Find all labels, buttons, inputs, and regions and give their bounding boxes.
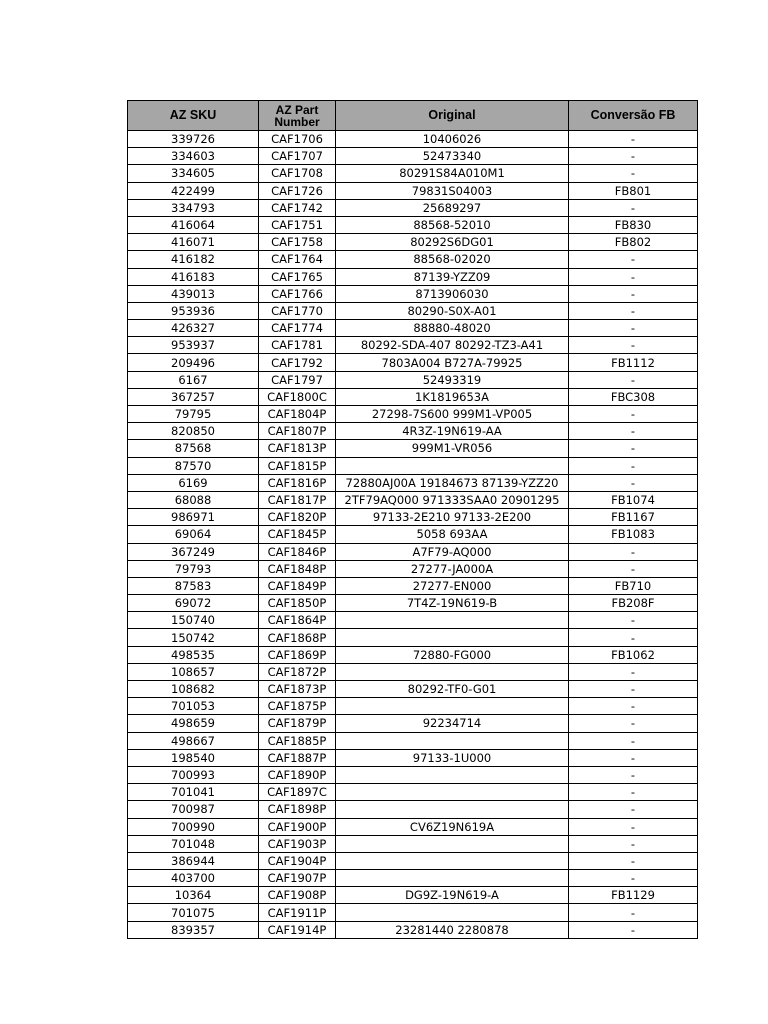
cell-az-sku: 68088 (128, 491, 259, 508)
cell-az-part-number: CAF1869P (259, 646, 336, 663)
cell-original: 10406026 (336, 131, 569, 148)
cell-az-sku: 87568 (128, 440, 259, 457)
cell-az-sku: 386944 (128, 852, 259, 869)
table-row (128, 612, 698, 629)
cell-az-part-number: CAF1765 (259, 268, 336, 285)
table-row (128, 148, 698, 165)
cell-conversao-fb: - (569, 302, 698, 319)
table-row (128, 766, 698, 783)
cell-original (336, 870, 569, 887)
cell-az-part-number: CAF1898P (259, 801, 336, 818)
cell-conversao-fb: FB208F (569, 595, 698, 612)
cell-conversao-fb: - (569, 835, 698, 852)
cell-original: 72880-FG000 (336, 646, 569, 663)
table-row (128, 457, 698, 474)
cell-conversao-fb: FB1167 (569, 509, 698, 526)
cell-conversao-fb: - (569, 474, 698, 491)
cell-conversao-fb: - (569, 732, 698, 749)
table-row (128, 234, 698, 251)
table-row (128, 354, 698, 371)
table-row (128, 320, 698, 337)
cell-az-sku: 416183 (128, 268, 259, 285)
table-row (128, 835, 698, 852)
cell-az-part-number: CAF1900P (259, 818, 336, 835)
cell-conversao-fb: - (569, 440, 698, 457)
cell-original (336, 784, 569, 801)
cell-az-sku: 79793 (128, 560, 259, 577)
table-row (128, 887, 698, 904)
cell-original: A7F79-AQ000 (336, 543, 569, 560)
table-row (128, 852, 698, 869)
cell-az-sku: 69064 (128, 526, 259, 543)
table-row (128, 337, 698, 354)
cell-az-part-number: CAF1890P (259, 766, 336, 783)
cell-az-sku: 334793 (128, 199, 259, 216)
cell-az-part-number: CAF1897C (259, 784, 336, 801)
cell-az-part-number: CAF1816P (259, 474, 336, 491)
cell-az-part-number: CAF1864P (259, 612, 336, 629)
cell-conversao-fb: FB801 (569, 182, 698, 199)
cell-az-part-number: CAF1885P (259, 732, 336, 749)
table-row (128, 801, 698, 818)
cell-az-sku: 986971 (128, 509, 259, 526)
cell-az-sku: 498535 (128, 646, 259, 663)
cell-az-sku: 416064 (128, 216, 259, 233)
cell-az-part-number: CAF1904P (259, 852, 336, 869)
table-row (128, 784, 698, 801)
table-row (128, 474, 698, 491)
cell-conversao-fb: FB710 (569, 577, 698, 594)
table-row (128, 371, 698, 388)
table-row (128, 818, 698, 835)
cell-original: 87139-YZZ09 (336, 268, 569, 285)
table-row (128, 440, 698, 457)
cell-original: 25689297 (336, 199, 569, 216)
table-row (128, 182, 698, 199)
cell-conversao-fb: - (569, 870, 698, 887)
cell-conversao-fb: - (569, 285, 698, 302)
cell-az-part-number: CAF1914P (259, 921, 336, 938)
cell-az-part-number: CAF1879P (259, 715, 336, 732)
cell-original: 80291S84A010M1 (336, 165, 569, 182)
cell-original (336, 766, 569, 783)
cell-original (336, 852, 569, 869)
table-row (128, 921, 698, 938)
cell-az-part-number: CAF1903P (259, 835, 336, 852)
cell-az-part-number: CAF1911P (259, 904, 336, 921)
cell-original: 7803A004 B727A-79925 (336, 354, 569, 371)
cell-original: 88568-52010 (336, 216, 569, 233)
table-row (128, 165, 698, 182)
table-row (128, 732, 698, 749)
cell-az-sku: 953936 (128, 302, 259, 319)
cell-conversao-fb: FB802 (569, 234, 698, 251)
cell-conversao-fb: - (569, 457, 698, 474)
table-row (128, 131, 698, 148)
cell-conversao-fb: - (569, 663, 698, 680)
cell-az-part-number: CAF1764 (259, 251, 336, 268)
cell-az-sku: 403700 (128, 870, 259, 887)
cell-conversao-fb: - (569, 766, 698, 783)
cell-original: 4R3Z-19N619-AA (336, 423, 569, 440)
table-row (128, 302, 698, 319)
table-row (128, 681, 698, 698)
cell-conversao-fb: FB830 (569, 216, 698, 233)
cell-original (336, 698, 569, 715)
cell-original (336, 801, 569, 818)
cell-conversao-fb: - (569, 904, 698, 921)
cell-az-part-number: CAF1872P (259, 663, 336, 680)
cell-conversao-fb: - (569, 423, 698, 440)
header-az-part-number: AZ Part Number (259, 101, 336, 131)
cell-az-part-number: CAF1751 (259, 216, 336, 233)
cell-az-part-number: CAF1708 (259, 165, 336, 182)
table-row (128, 423, 698, 440)
cell-az-sku: 701053 (128, 698, 259, 715)
cell-original: 80292S6DG01 (336, 234, 569, 251)
cell-conversao-fb: - (569, 612, 698, 629)
cell-az-part-number: CAF1706 (259, 131, 336, 148)
cell-conversao-fb: FB1112 (569, 354, 698, 371)
cell-az-sku: 422499 (128, 182, 259, 199)
table-row (128, 526, 698, 543)
cell-az-part-number: CAF1873P (259, 681, 336, 698)
table-row (128, 406, 698, 423)
cell-original: 80292-TF0-G01 (336, 681, 569, 698)
cell-conversao-fb: FB1083 (569, 526, 698, 543)
cell-conversao-fb: - (569, 371, 698, 388)
cell-conversao-fb: - (569, 629, 698, 646)
table-row (128, 199, 698, 216)
cell-original (336, 629, 569, 646)
cell-az-part-number: CAF1845P (259, 526, 336, 543)
cell-az-sku: 108657 (128, 663, 259, 680)
cell-conversao-fb: - (569, 818, 698, 835)
cell-az-part-number: CAF1849P (259, 577, 336, 594)
cell-az-part-number: CAF1820P (259, 509, 336, 526)
cell-original: 27298-7S600 999M1-VP005 (336, 406, 569, 423)
cell-original: 80292-SDA-407 80292-TZ3-A41 (336, 337, 569, 354)
cell-conversao-fb: - (569, 560, 698, 577)
table-row (128, 543, 698, 560)
cell-az-part-number: CAF1742 (259, 199, 336, 216)
cell-conversao-fb: - (569, 320, 698, 337)
cell-original (336, 732, 569, 749)
table-row (128, 870, 698, 887)
header-row (128, 101, 698, 131)
cell-original: 27277-JA000A (336, 560, 569, 577)
cell-conversao-fb: - (569, 801, 698, 818)
table-row (128, 388, 698, 405)
cell-original: 23281440 2280878 (336, 921, 569, 938)
cell-az-part-number: CAF1726 (259, 182, 336, 199)
cell-az-sku: 498659 (128, 715, 259, 732)
cell-az-sku: 339726 (128, 131, 259, 148)
cell-az-sku: 108682 (128, 681, 259, 698)
cell-az-part-number: CAF1815P (259, 457, 336, 474)
cell-az-part-number: CAF1907P (259, 870, 336, 887)
cell-az-sku: 87570 (128, 457, 259, 474)
cell-az-part-number: CAF1846P (259, 543, 336, 560)
cell-az-sku: 6169 (128, 474, 259, 491)
cell-az-part-number: CAF1792 (259, 354, 336, 371)
header-original: Original (336, 101, 569, 131)
table-row (128, 216, 698, 233)
cell-original: CV6Z19N619A (336, 818, 569, 835)
cell-az-part-number: CAF1848P (259, 560, 336, 577)
cell-original: 27277-EN000 (336, 577, 569, 594)
cell-original: 52473340 (336, 148, 569, 165)
cell-original: 2TF79AQ000 971333SAA0 20901295 (336, 491, 569, 508)
cell-az-sku: 439013 (128, 285, 259, 302)
cell-az-part-number: CAF1887P (259, 749, 336, 766)
cell-az-sku: 367249 (128, 543, 259, 560)
cell-original: 5058 693AA (336, 526, 569, 543)
table-row (128, 698, 698, 715)
cell-conversao-fb: FB1129 (569, 887, 698, 904)
parts-table-container (127, 100, 698, 939)
table-row (128, 268, 698, 285)
cell-conversao-fb: - (569, 784, 698, 801)
cell-original (336, 835, 569, 852)
table-row (128, 491, 698, 508)
cell-conversao-fb: - (569, 921, 698, 938)
table-row (128, 904, 698, 921)
cell-conversao-fb: - (569, 698, 698, 715)
cell-az-sku: 701048 (128, 835, 259, 852)
cell-original: 999M1-VR056 (336, 440, 569, 457)
cell-az-part-number: CAF1875P (259, 698, 336, 715)
cell-conversao-fb: - (569, 251, 698, 268)
cell-original: 79831S04003 (336, 182, 569, 199)
cell-az-part-number: CAF1850P (259, 595, 336, 612)
cell-az-sku: 334605 (128, 165, 259, 182)
cell-original: 52493319 (336, 371, 569, 388)
cell-az-sku: 839357 (128, 921, 259, 938)
cell-original: 88880-48020 (336, 320, 569, 337)
cell-az-sku: 69072 (128, 595, 259, 612)
table-row (128, 509, 698, 526)
cell-az-part-number: CAF1781 (259, 337, 336, 354)
table-row (128, 560, 698, 577)
cell-az-sku: 700993 (128, 766, 259, 783)
cell-original: 97133-2E210 97133-2E200 (336, 509, 569, 526)
cell-conversao-fb: - (569, 337, 698, 354)
cell-conversao-fb: FBC308 (569, 388, 698, 405)
cell-az-sku: 426327 (128, 320, 259, 337)
cell-az-sku: 700990 (128, 818, 259, 835)
cell-original: 88568-02020 (336, 251, 569, 268)
table-row (128, 251, 698, 268)
table-row (128, 646, 698, 663)
cell-conversao-fb: - (569, 148, 698, 165)
cell-az-part-number: CAF1804P (259, 406, 336, 423)
cell-az-sku: 87583 (128, 577, 259, 594)
cell-original: DG9Z-19N619-A (336, 887, 569, 904)
cell-az-sku: 6167 (128, 371, 259, 388)
table-body (128, 131, 698, 939)
cell-az-sku: 79795 (128, 406, 259, 423)
cell-az-part-number: CAF1707 (259, 148, 336, 165)
cell-az-sku: 700987 (128, 801, 259, 818)
cell-az-sku: 953937 (128, 337, 259, 354)
cell-original (336, 904, 569, 921)
table-row (128, 629, 698, 646)
cell-original: 72880AJ00A 19184673 87139-YZZ20 (336, 474, 569, 491)
cell-original: 97133-1U000 (336, 749, 569, 766)
cell-original: 7T4Z-19N619-B (336, 595, 569, 612)
cell-az-part-number: CAF1797 (259, 371, 336, 388)
header-az-sku: AZ SKU (128, 101, 259, 131)
cell-conversao-fb: - (569, 268, 698, 285)
cell-az-sku: 209496 (128, 354, 259, 371)
cell-original: 1K1819653A (336, 388, 569, 405)
cell-original (336, 612, 569, 629)
cell-az-part-number: CAF1817P (259, 491, 336, 508)
cell-original (336, 457, 569, 474)
cell-az-sku: 150740 (128, 612, 259, 629)
cell-az-part-number: CAF1868P (259, 629, 336, 646)
cell-conversao-fb: FB1062 (569, 646, 698, 663)
cell-conversao-fb: - (569, 199, 698, 216)
table-row (128, 715, 698, 732)
cell-az-sku: 820850 (128, 423, 259, 440)
cell-conversao-fb: - (569, 406, 698, 423)
cell-az-sku: 150742 (128, 629, 259, 646)
cell-conversao-fb: - (569, 543, 698, 560)
cell-az-part-number: CAF1813P (259, 440, 336, 457)
cell-az-sku: 334603 (128, 148, 259, 165)
cell-conversao-fb: - (569, 165, 698, 182)
cell-az-sku: 367257 (128, 388, 259, 405)
cell-az-sku: 701041 (128, 784, 259, 801)
parts-table (127, 100, 698, 939)
cell-az-part-number: CAF1908P (259, 887, 336, 904)
cell-az-part-number: CAF1774 (259, 320, 336, 337)
table-row (128, 663, 698, 680)
header-conversao-fb: Conversão FB (569, 101, 698, 131)
cell-conversao-fb: FB1074 (569, 491, 698, 508)
cell-conversao-fb: - (569, 749, 698, 766)
cell-az-sku: 416071 (128, 234, 259, 251)
cell-az-part-number: CAF1800C (259, 388, 336, 405)
table-row (128, 595, 698, 612)
cell-az-part-number: CAF1807P (259, 423, 336, 440)
cell-original (336, 663, 569, 680)
cell-az-sku: 10364 (128, 887, 259, 904)
cell-az-part-number: CAF1770 (259, 302, 336, 319)
table-row (128, 577, 698, 594)
cell-conversao-fb: - (569, 852, 698, 869)
cell-original: 8713906030 (336, 285, 569, 302)
cell-az-part-number: CAF1766 (259, 285, 336, 302)
cell-az-sku: 198540 (128, 749, 259, 766)
cell-conversao-fb: - (569, 681, 698, 698)
cell-az-part-number: CAF1758 (259, 234, 336, 251)
cell-conversao-fb: - (569, 715, 698, 732)
table-row (128, 749, 698, 766)
cell-az-sku: 416182 (128, 251, 259, 268)
cell-az-sku: 701075 (128, 904, 259, 921)
cell-conversao-fb: - (569, 131, 698, 148)
table-row (128, 285, 698, 302)
cell-original: 92234714 (336, 715, 569, 732)
cell-az-sku: 498667 (128, 732, 259, 749)
cell-original: 80290-S0X-A01 (336, 302, 569, 319)
